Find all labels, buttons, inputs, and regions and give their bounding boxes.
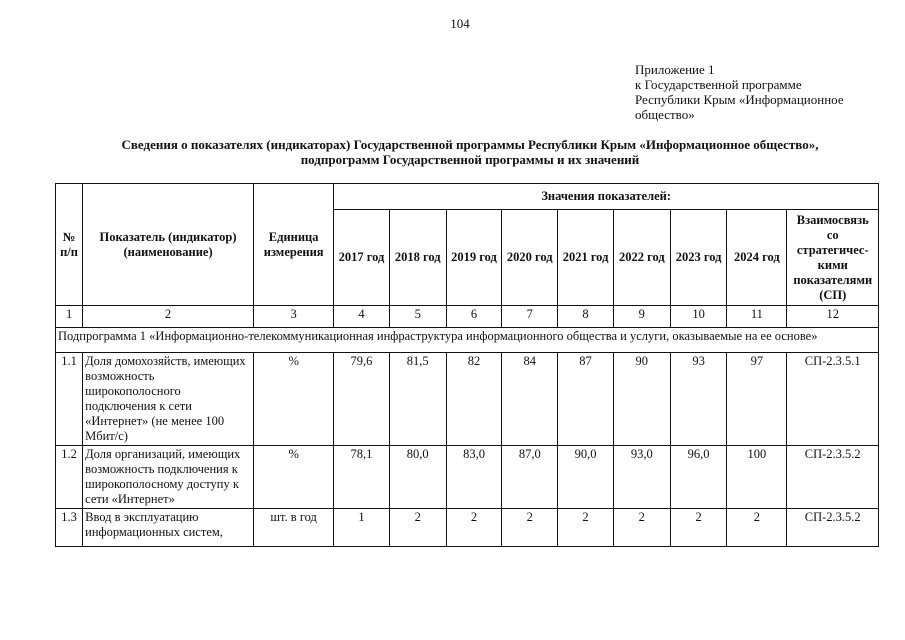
appendix-line: общество» bbox=[635, 107, 695, 122]
row-value: 87 bbox=[558, 353, 613, 446]
row-value: 82 bbox=[446, 353, 501, 446]
header-year: 2023 год bbox=[670, 210, 726, 306]
column-number: 7 bbox=[502, 306, 558, 328]
column-number: 3 bbox=[253, 306, 333, 328]
row-indicator-name: Доля домохозяйств, имеющих возможность широкополосного подключения к сети «Интернет» (не менее 100 Мбит/с) bbox=[83, 353, 254, 446]
row-strategic-link: СП-2.3.5.2 bbox=[787, 509, 879, 547]
table-row bbox=[56, 353, 879, 446]
header-strategic-link: Взаимосвязь со стратегичес-кими показателями (СП) bbox=[787, 210, 879, 306]
row-strategic-link: СП-2.3.5.1 bbox=[787, 353, 879, 446]
title-line-2: подпрограмм Государственной программы и их значений bbox=[300, 152, 640, 167]
header-year: 2024 год bbox=[727, 210, 787, 306]
table-row bbox=[56, 446, 879, 509]
column-number: 9 bbox=[613, 306, 670, 328]
row-value: 84 bbox=[502, 353, 558, 446]
row-value: 79,6 bbox=[334, 353, 389, 446]
row-value: 90,0 bbox=[558, 446, 613, 509]
row-value: 87,0 bbox=[502, 446, 558, 509]
header-num: № п/п bbox=[56, 184, 83, 306]
row-num: 1.2 bbox=[56, 446, 83, 509]
row-indicator-name: Ввод в эксплуатацию информационных систем, bbox=[83, 509, 254, 547]
header-indicator: Показатель (индикатор) (наименование) bbox=[83, 184, 254, 306]
row-value: 93,0 bbox=[613, 446, 670, 509]
row-value: 80,0 bbox=[389, 446, 446, 509]
header-year: 2018 год bbox=[389, 210, 446, 306]
row-strategic-link: СП-2.3.5.2 bbox=[787, 446, 879, 509]
row-value: 2 bbox=[389, 509, 446, 547]
row-value: 93 bbox=[670, 353, 726, 446]
row-num: 1.3 bbox=[56, 509, 83, 547]
appendix-line: Республики Крым «Информационное bbox=[635, 92, 844, 107]
row-num: 1.1 bbox=[56, 353, 83, 446]
column-number: 1 bbox=[56, 306, 83, 328]
appendix-note bbox=[635, 62, 885, 122]
header-year: 2021 год bbox=[558, 210, 613, 306]
title-line-1: Сведения о показателях (индикаторах) Государственной программы Республики Крым «Информационное общество», bbox=[121, 137, 819, 152]
column-number: 10 bbox=[670, 306, 726, 328]
column-number: 2 bbox=[83, 306, 254, 328]
row-unit: % bbox=[253, 446, 333, 509]
header-year: 2017 год bbox=[334, 210, 389, 306]
row-value: 2 bbox=[613, 509, 670, 547]
header-unit: Единица измерения bbox=[253, 184, 333, 306]
row-value: 83,0 bbox=[446, 446, 501, 509]
row-value: 1 bbox=[334, 509, 389, 547]
header-year: 2022 год bbox=[613, 210, 670, 306]
subprogram-title: Подпрограмма 1 «Информационно-телекоммуникационная инфраструктура информационного общества и услуги, оказываемые на ее основе» bbox=[56, 328, 879, 353]
row-value: 97 bbox=[727, 353, 787, 446]
column-number: 5 bbox=[389, 306, 446, 328]
header-values-group: Значения показателей: bbox=[334, 184, 879, 210]
header-year: 2020 год bbox=[502, 210, 558, 306]
header-year: 2019 год bbox=[446, 210, 501, 306]
row-value: 96,0 bbox=[670, 446, 726, 509]
appendix-line: к Государственной программе bbox=[635, 77, 802, 92]
row-indicator-name: Доля организаций, имеющих возможность подключения к широкополосному доступу к сети «Интернет» bbox=[83, 446, 254, 509]
column-number: 8 bbox=[558, 306, 613, 328]
row-value: 2 bbox=[446, 509, 501, 547]
column-number-row bbox=[56, 306, 879, 328]
row-value: 2 bbox=[502, 509, 558, 547]
row-value: 78,1 bbox=[334, 446, 389, 509]
row-value: 2 bbox=[670, 509, 726, 547]
document-title bbox=[60, 137, 880, 167]
row-unit: шт. в год bbox=[253, 509, 333, 547]
row-value: 90 bbox=[613, 353, 670, 446]
column-number: 4 bbox=[334, 306, 389, 328]
row-unit: % bbox=[253, 353, 333, 446]
row-value: 100 bbox=[727, 446, 787, 509]
row-value: 2 bbox=[558, 509, 613, 547]
subprogram-row bbox=[56, 328, 879, 353]
row-value: 2 bbox=[727, 509, 787, 547]
appendix-line: Приложение 1 bbox=[635, 62, 715, 77]
row-value: 81,5 bbox=[389, 353, 446, 446]
column-number: 11 bbox=[727, 306, 787, 328]
table-row bbox=[56, 509, 879, 547]
page-number: 104 bbox=[450, 16, 470, 31]
column-number: 12 bbox=[787, 306, 879, 328]
indicators-table bbox=[55, 183, 879, 547]
column-number: 6 bbox=[446, 306, 501, 328]
